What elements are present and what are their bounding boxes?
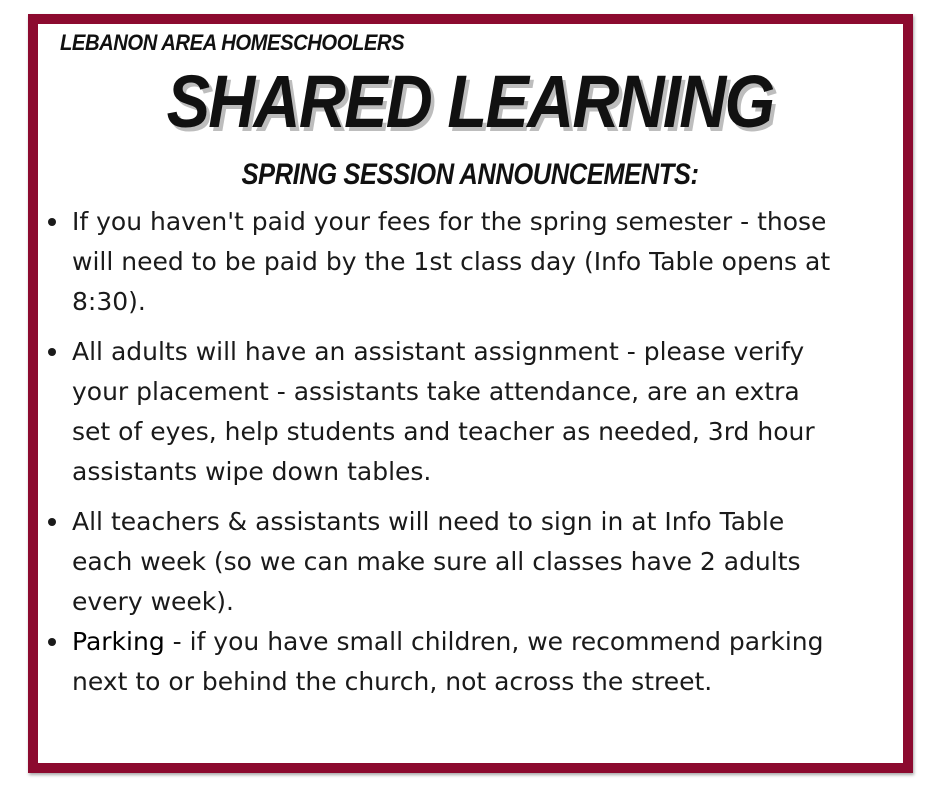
item-text: All teachers & assistants will need to sign in at Info Table each week (so we can make sure all classes have 2 adults every week).: [72, 507, 801, 616]
list-item: [40, 622, 840, 702]
bullet-icon: [48, 218, 56, 226]
item-text: All adults will have an assistant assignment - please verify your placement - assistants take attendance, are an extra set of eyes, help students and teacher as needed, 3rd hour assistants wipe down tables.: [72, 337, 815, 486]
announcement-list: [40, 202, 840, 712]
item-text: If you haven't paid your fees for the spring semester - those will need to be paid by the 1st class day (Info Table opens at 8:30).: [72, 207, 831, 316]
item-text: - if you have small children, we recommend parking next to or behind the church, not across the street.: [72, 627, 824, 696]
bullet-icon: [48, 638, 56, 646]
page-title: SHARED LEARNING: [166, 60, 774, 143]
bullet-icon: [48, 348, 56, 356]
bullet-icon: [48, 518, 56, 526]
list-item: [40, 332, 840, 492]
section-heading: SPRING SESSION ANNOUNCEMENTS:: [241, 158, 699, 191]
org-name: LEBANON AREA HOMESCHOOLERS: [60, 30, 405, 55]
item-lead: Parking: [72, 627, 165, 656]
list-item: [40, 502, 840, 622]
list-item: [40, 202, 840, 322]
